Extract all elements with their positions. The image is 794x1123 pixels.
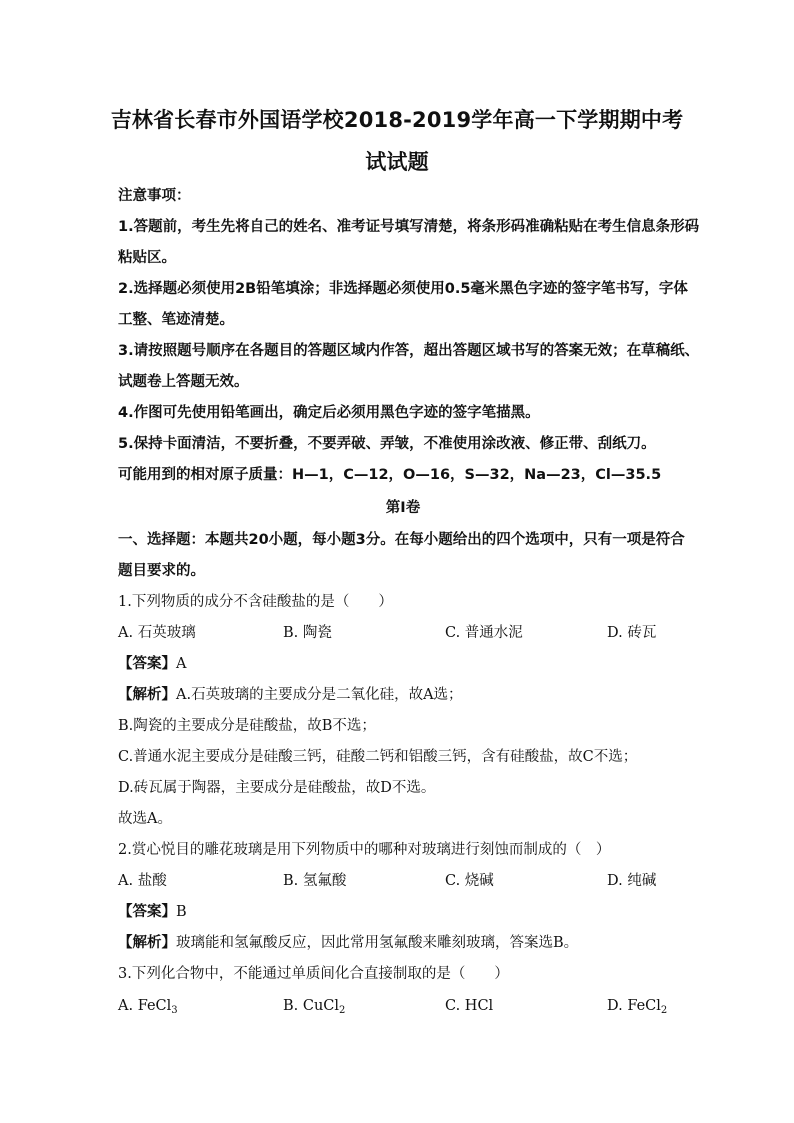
option-subscript: 3 — [171, 1005, 178, 1016]
notice-item: 5.保持卡面清洁，不要折叠，不要弄破、弄皱，不准使用涂改液、修正带、刮纸刀。 — [118, 436, 656, 452]
part1-instruction: 题目要求的。 — [118, 563, 205, 579]
notice-item: 3.请按照题号顺序在各题目的答题区域内作答，超出答题区域书写的答案无效；在草稿纸、 — [118, 343, 700, 359]
answer-value: A — [176, 656, 187, 672]
option-d: D. 砖瓦 — [607, 625, 657, 641]
option-c — [445, 996, 493, 1016]
analysis-text: D.砖瓦属于陶器，主要成分是硅酸盐，故D不选。 — [118, 780, 436, 796]
atomic-mass-line: 可能用到的相对原子质量：H—1，C—12，O—16，S—32，Na—23，Cl—35.5 — [118, 467, 662, 483]
analysis-text: 玻璃能和氢氟酸反应，因此常用氢氟酸来雕刻玻璃，答案选B。 — [176, 935, 579, 951]
answer-label: 【答案】 — [118, 904, 176, 920]
notice-item: 2.选择题必须使用2B铅笔填涂；非选择题必须使用0.5毫米黑色字迹的签字笔书写，字体 — [118, 281, 688, 297]
notice-heading: 注意事项： — [118, 188, 191, 204]
analysis-text: B.陶瓷的主要成分是硅酸盐，故B不选； — [118, 718, 376, 734]
analysis-label: 【解析】 — [118, 687, 176, 703]
part1-instruction: 一、选择题：本题共20小题，每小题3分。在每小题给出的四个选项中，只有一项是符合 — [118, 532, 685, 548]
option-label: A. FeCl — [118, 998, 172, 1014]
exam-title-line2: 试试题 — [365, 150, 429, 174]
option-b — [283, 996, 345, 1016]
notice-item: 试题卷上答题无效。 — [118, 374, 249, 390]
answer-line — [118, 902, 688, 922]
answer-line — [118, 654, 688, 674]
question-stem: 3.下列化合物中，不能通过单质间化合直接制取的是（ ） — [118, 966, 509, 982]
section-title: 第Ⅰ卷 — [385, 500, 421, 516]
notice-item: 工整、笔迹清楚。 — [118, 312, 234, 328]
option-subscript: 2 — [660, 1005, 668, 1016]
analysis-line — [118, 685, 688, 705]
option-d — [607, 996, 667, 1016]
option-label: B. CuCl — [283, 998, 340, 1014]
analysis-label: 【解析】 — [118, 935, 176, 951]
exam-title-line1: 吉林省长春市外国语学校2018-2019学年高一下学期期中考 — [110, 108, 684, 132]
option-a: A. 盐酸 — [118, 873, 167, 889]
option-c: C. 普通水泥 — [445, 625, 523, 641]
analysis-line — [118, 933, 688, 953]
answer-value: B — [176, 904, 187, 920]
notice-item: 粘贴区。 — [118, 250, 176, 266]
answer-label: 【答案】 — [118, 656, 176, 672]
option-a: A. 石英玻璃 — [118, 625, 196, 641]
notice-item: 4.作图可先使用铅笔画出，确定后必须用黑色字迹的签字笔描黑。 — [118, 405, 540, 421]
analysis-text: 故选A。 — [118, 811, 172, 827]
option-b: B. 氢氟酸 — [283, 873, 347, 889]
option-c: C. 烧碱 — [445, 873, 494, 889]
option-label: C. HCl — [445, 998, 494, 1014]
question-stem: 2.赏心悦目的雕花玻璃是用下列物质中的哪种对玻璃进行刻蚀而制成的（ ） — [118, 842, 611, 858]
analysis-text: C.普通水泥主要成分是硅酸三钙，硅酸二钙和铝酸三钙，含有硅酸盐，故C不选； — [118, 749, 638, 765]
option-subscript: 2 — [339, 1005, 346, 1016]
option-a — [118, 996, 178, 1016]
option-label: D. FeCl — [607, 998, 661, 1014]
notice-item: 1.答题前，考生先将自己的姓名、准考证号填写清楚，将条形码准确粘贴在考生信息条形码 — [118, 219, 700, 235]
question-stem: 1.下列物质的成分不含硅酸盐的是（ ） — [118, 594, 393, 610]
analysis-text: A.石英玻璃的主要成分是二氧化硅，故A选； — [176, 687, 463, 703]
option-b: B. 陶瓷 — [283, 625, 332, 641]
option-d: D. 纯碱 — [607, 873, 657, 889]
